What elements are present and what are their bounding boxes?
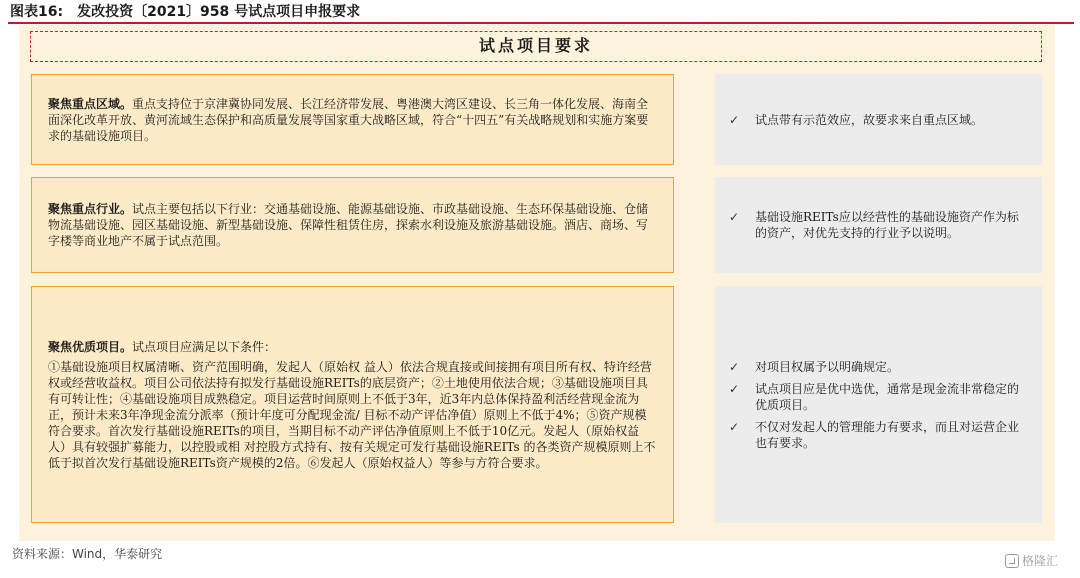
figure-title-text: 发改投资〔2021〕958 号试点项目申报要求: [77, 4, 361, 20]
requirement-box-region: [31, 74, 674, 165]
figure-title: [10, 2, 360, 22]
requirement-heading: 聚焦优质项目。: [48, 339, 133, 354]
source-note: 资料来源：Wind，华泰研究: [12, 547, 163, 561]
note-item: [729, 209, 1028, 241]
note-box-industry: [715, 177, 1042, 273]
requirement-body: 试点主要包括以下行业：交通基础设施、能源基础设施、市政基础设施、生态环保基础设施、仓储物流基础设施、园区基础设施、新型基础设施、保障性租赁住房，探索水利设施及旅游基础设施。酒店、商场、写字楼等商业地产不属于试点范围。: [48, 202, 649, 248]
check-icon: ✓: [729, 419, 740, 434]
note-item: [729, 419, 1028, 451]
requirement-heading: 聚焦重点行业。: [48, 202, 133, 216]
requirement-body: ①基础设施项目权属清晰、资产范围明确，发起人（原始权 益人）依法合规直接或间接拥有项目所有权、特许经营权或经营收益权。项目公司依法持有拟发行基础设施REITs的底层资产；②土地使用依法合规；③基础设施项目具有可转让性；④基础设施项目成熟稳定。项目运营时间原则上不低于3年，近3年内总体保持盈利活经营现金流为正，预计未来3年净现金流分派率（预计年度可分配现金流/ 目标不动产评估净值）原则上不低于4%；⑤资产规模符合要求。首次发行基础设施REITs的项目，当期目标不动产评估净值原则上不低于10亿元。发起人（原始权益人）具有较强扩募能力，以控股或相 对控股方式持有、按有关规定可发行基础设施REITs 的各类资产规模原则上不低于拟首次发行基础设施REITs资产规模的2倍。⑥发起人（原始权益人）等参与方符合要求。: [48, 359, 656, 470]
section-header: 试点项目要求: [30, 31, 1042, 62]
note-text: 不仅对发起人的管理能力有要求，而且对运营企业也有要求。: [755, 419, 1020, 450]
watermark-text: 格隆汇: [1022, 554, 1059, 568]
note-item: [729, 359, 1028, 375]
check-icon: ✓: [729, 359, 740, 374]
note-text: 基础设施REITs应以经营性的基础设施资产作为标的资产，对优先支持的行业予以说明。: [755, 210, 1019, 240]
note-text: 试点项目应是优中选优，通常是现金流非常稳定的优质项目。: [755, 381, 1020, 412]
note-item: [729, 381, 1028, 413]
requirement-text: [48, 339, 657, 471]
note-item: [729, 112, 1028, 128]
requirement-heading-line: [48, 339, 657, 355]
figure-label: 图表16:: [10, 4, 64, 20]
requirement-heading: 聚焦重点区域。: [48, 96, 133, 111]
note-box-quality: [715, 286, 1042, 523]
note-text: 对项目权属予以明确规定。: [755, 359, 900, 374]
note-text: 试点带有示范效应，故要求来自重点区域。: [755, 112, 984, 127]
check-icon: ✓: [729, 112, 740, 127]
watermark: [1005, 552, 1058, 569]
requirement-intro: 试点项目应满足以下条件：: [132, 339, 277, 354]
requirement-text: [48, 201, 657, 249]
check-icon: ✓: [729, 210, 740, 224]
title-rule: [8, 22, 1074, 24]
note-box-region: [715, 74, 1042, 165]
requirement-text: [48, 96, 657, 144]
requirement-box-quality: [31, 286, 674, 523]
check-icon: ✓: [729, 381, 740, 396]
requirement-body: 重点支持位于京津冀协同发展、长江经济带发展、粤港澳大湾区建设、长三角一体化发展、海南全面深化改革开放、黄河流域生态保护和高质量发展等国家重大战略区域，符合“十四五”有关战略规划和实施方案要求的基础设施项目。: [48, 96, 649, 143]
requirement-box-industry: [31, 177, 674, 273]
watermark-logo-icon: [1005, 554, 1019, 568]
